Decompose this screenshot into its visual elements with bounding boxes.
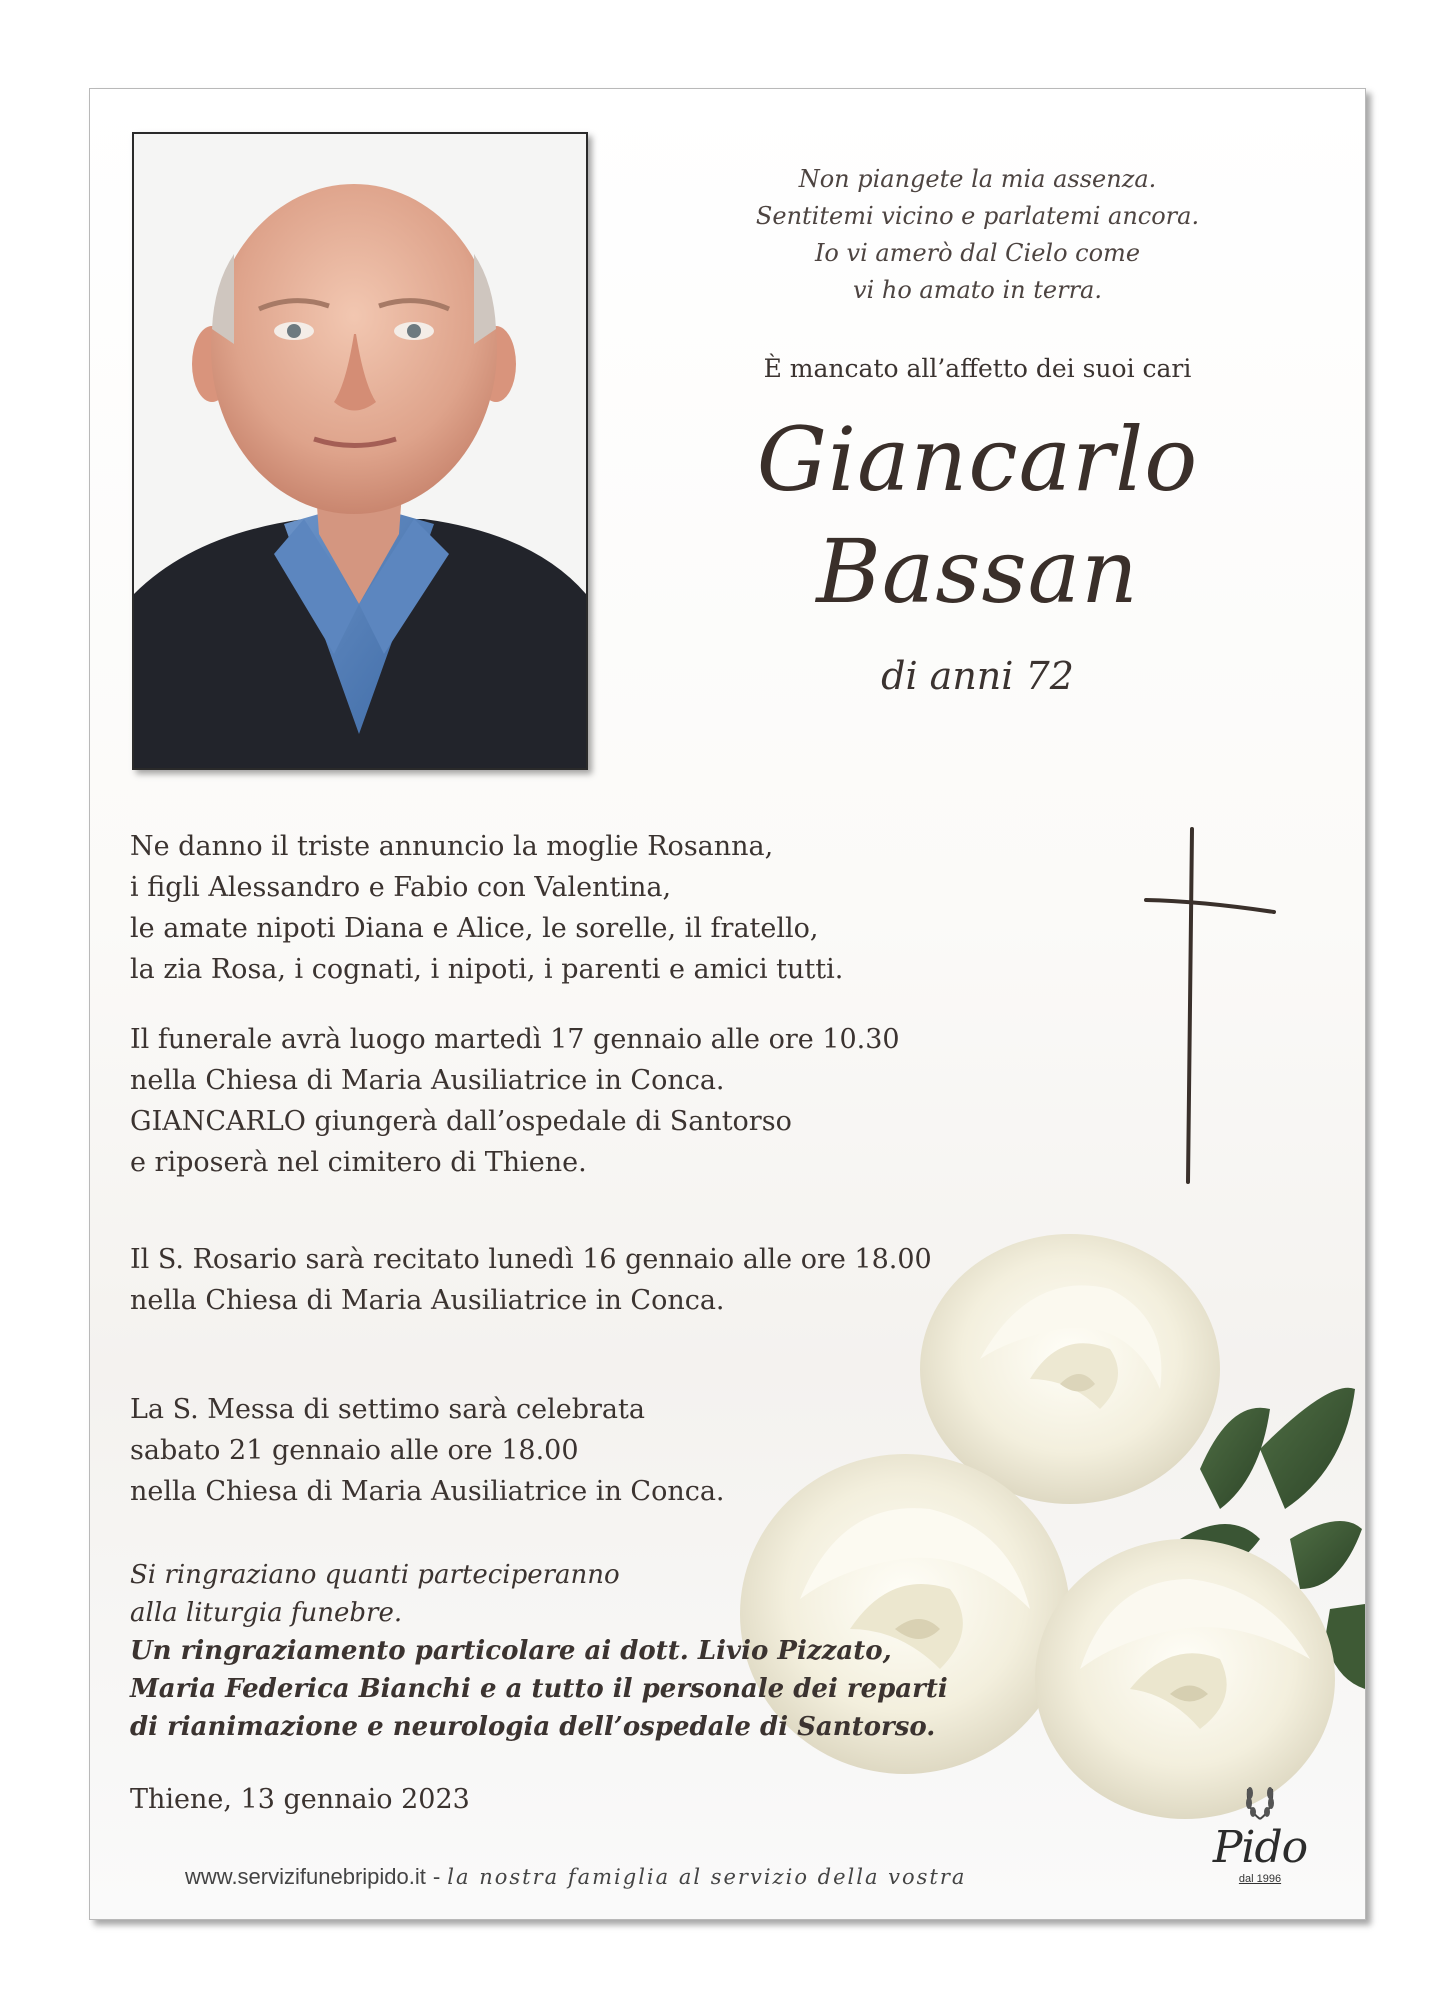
announcement-line: le amate nipoti Diana e Alice, le sorelle, il fratello, — [130, 913, 819, 944]
verse-line: Io vi amerò dal Cielo come — [814, 239, 1141, 267]
thanks-line: alla liturgia funebre. — [130, 1598, 403, 1628]
rosary-line: Il S. Rosario sarà recitato lunedì 16 gennaio alle ore 18.00 — [130, 1244, 932, 1275]
funeral-line: Il funerale avrà luogo martedì 17 gennaio alle ore 10.30 — [130, 1024, 900, 1055]
verse-line: Sentitemi vicino e parlatemi ancora. — [755, 202, 1200, 230]
thanks-paragraph — [130, 1556, 950, 1746]
age-line: di anni 72 — [881, 654, 1074, 698]
mass-line: sabato 21 gennaio alle ore 18.00 — [130, 1435, 579, 1466]
footer-tagline: la nostra famiglia al servizio della vostra — [447, 1865, 967, 1889]
pido-logo — [1200, 1779, 1320, 1885]
announcement-paragraph — [130, 826, 950, 990]
first-name: Giancarlo — [756, 408, 1199, 511]
footer — [185, 1864, 966, 1890]
special-thanks-line: Maria Federica Bianchi e a tutto il personale dei reparti — [130, 1674, 948, 1704]
deceased-name — [690, 404, 1265, 628]
thanks-line: Si ringraziano quanti parteciperanno — [130, 1560, 620, 1590]
portrait-image — [134, 134, 586, 768]
intro-line: È mancato all’affetto dei suoi cari — [763, 354, 1192, 383]
mass-line: La S. Messa di settimo sarà celebrata — [130, 1394, 645, 1425]
announcement-line: la zia Rosa, i cognati, i nipoti, i parenti e amici tutti. — [130, 954, 844, 985]
logo-since: dal 1996 — [1238, 1873, 1282, 1885]
mass-line: nella Chiesa di Maria Ausiliatrice in Conca. — [130, 1476, 725, 1507]
wreath-icon — [1240, 1779, 1280, 1821]
last-name: Bassan — [816, 520, 1139, 623]
place-date: Thiene, 13 gennaio 2023 — [130, 1784, 470, 1815]
announcement-line: Ne danno il triste annuncio la moglie Rosanna, — [130, 831, 774, 862]
obituary-sheet — [89, 88, 1366, 1920]
footer-separator: - — [425, 1865, 448, 1890]
special-thanks-line: di rianimazione e neurologia dell’ospedale di Santorso. — [130, 1712, 936, 1742]
funeral-paragraph — [130, 1019, 950, 1183]
verse-line: vi ho amato in terra. — [853, 276, 1102, 304]
announcement-line: i figli Alessandro e Fabio con Valentina, — [130, 872, 672, 903]
verse-block — [690, 161, 1265, 309]
funeral-line: e riposerà nel cimitero di Thiene. — [130, 1147, 587, 1178]
website-link[interactable]: www.servizifunebripido.it — [185, 1864, 426, 1889]
special-thanks-line: Un ringraziamento particolare ai dott. Livio Pizzato, — [130, 1636, 892, 1666]
funeral-line: nella Chiesa di Maria Ausiliatrice in Conca. — [130, 1065, 725, 1096]
portrait-photo — [132, 132, 588, 770]
cross-icon — [1140, 827, 1280, 1191]
rosary-line: nella Chiesa di Maria Ausiliatrice in Conca. — [130, 1285, 725, 1316]
funeral-line: GIANCARLO giungerà dall’ospedale di Santorso — [130, 1106, 792, 1137]
logo-name: Pido — [1212, 1822, 1308, 1873]
verse-line: Non piangete la mia assenza. — [798, 165, 1157, 193]
